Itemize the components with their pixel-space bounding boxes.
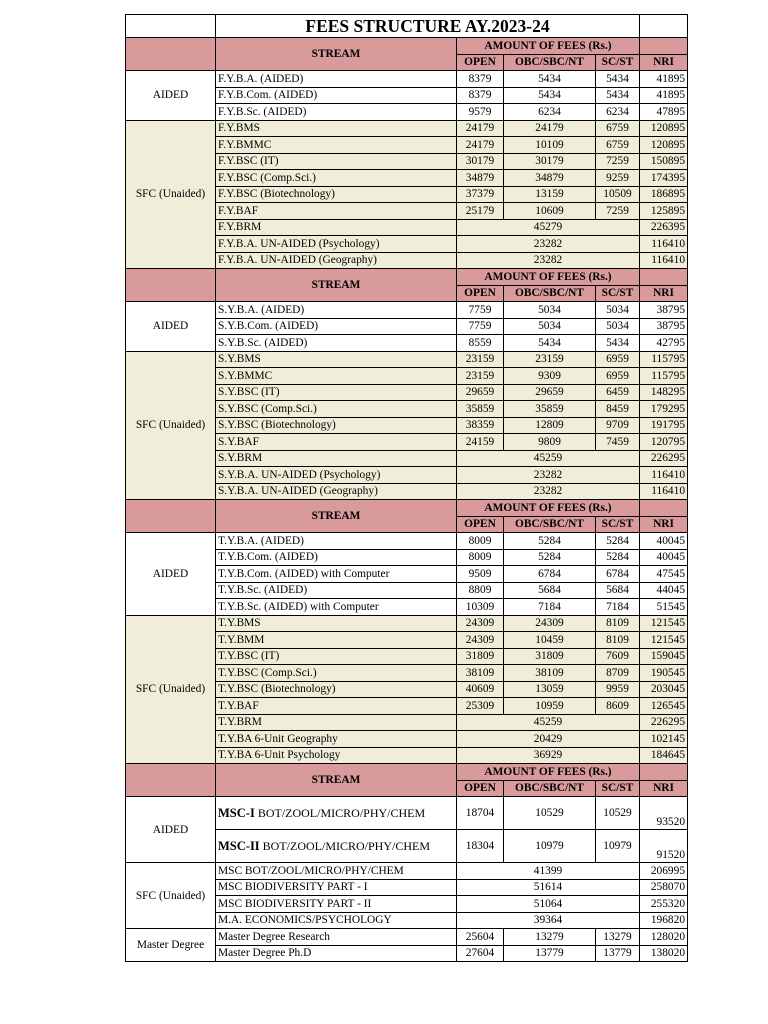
fee-nri: 206995 — [640, 863, 688, 880]
fee-nri: 179295 — [640, 401, 688, 418]
amount-header: AMOUNT OF FEES (Rs.) — [457, 38, 640, 55]
fee-open: 35859 — [457, 401, 504, 418]
fee-obc-sbc-nt: 6234 — [504, 104, 596, 121]
fee-sc-st: 6459 — [596, 384, 640, 401]
nri-header: NRI — [640, 516, 688, 533]
fee-open: 24309 — [457, 632, 504, 649]
fee-nri: 125895 — [640, 203, 688, 220]
obc-header: OBC/SBC/NT — [504, 516, 596, 533]
group-label: AIDED — [126, 302, 216, 352]
fee-sc-st: 6784 — [596, 566, 640, 583]
fee-open: 8009 — [457, 549, 504, 566]
nri-header-blank — [640, 500, 688, 517]
fee-nri: 203045 — [640, 681, 688, 698]
fee-open: 38359 — [457, 417, 504, 434]
course-name: F.Y.B.Sc. (AIDED) — [216, 104, 457, 121]
fee-obc-sbc-nt: 5034 — [504, 302, 596, 319]
course-name: T.Y.BSC (IT) — [216, 648, 457, 665]
course-name: T.Y.BRM — [216, 714, 457, 731]
fee-all-categories: 41399 — [457, 863, 640, 880]
fee-nri: 116410 — [640, 252, 688, 269]
fee-nri: 40045 — [640, 549, 688, 566]
fee-sc-st: 13279 — [596, 929, 640, 946]
course-name: S.Y.BSC (Biotechnology) — [216, 417, 457, 434]
course-name: MSC BIODIVERSITY PART - I — [216, 879, 457, 896]
header-blank-cell — [126, 269, 216, 302]
course-name — [216, 797, 457, 830]
fee-all-categories: 36929 — [457, 747, 640, 764]
course-name: T.Y.B.Com. (AIDED) with Computer — [216, 566, 457, 583]
course-name: F.Y.B.A. (AIDED) — [216, 71, 457, 88]
amount-header: AMOUNT OF FEES (Rs.) — [457, 764, 640, 781]
scst-header: SC/ST — [596, 780, 640, 797]
fee-obc-sbc-nt: 38109 — [504, 665, 596, 682]
fee-nri: 116410 — [640, 467, 688, 484]
fee-nri: 190545 — [640, 665, 688, 682]
group-label: SFC (Unaided) — [126, 351, 216, 500]
fee-all-categories: 39364 — [457, 912, 640, 929]
header-blank-cell — [126, 764, 216, 797]
fee-nri: 148295 — [640, 384, 688, 401]
course-name: S.Y.B.A. UN-AIDED (Geography) — [216, 483, 457, 500]
fee-open: 34879 — [457, 170, 504, 187]
title-row — [126, 15, 688, 38]
course-prefix: MSC-II — [218, 839, 260, 853]
fee-sc-st: 5034 — [596, 302, 640, 319]
fee-all-categories: 23282 — [457, 467, 640, 484]
fee-obc-sbc-nt: 5284 — [504, 549, 596, 566]
course-subjects: BOT/ZOOL/MICRO/PHY/CHEM — [254, 806, 426, 820]
fees-table-body — [126, 15, 688, 962]
fee-open: 40609 — [457, 681, 504, 698]
course-name: T.Y.B.Sc. (AIDED) with Computer — [216, 599, 457, 616]
fee-open: 24159 — [457, 434, 504, 451]
nri-header-blank — [640, 269, 688, 286]
fee-open: 8559 — [457, 335, 504, 352]
open-header: OPEN — [457, 54, 504, 71]
fee-nri: 41895 — [640, 87, 688, 104]
obc-header: OBC/SBC/NT — [504, 285, 596, 302]
fee-sc-st: 7459 — [596, 434, 640, 451]
fee-open: 31809 — [457, 648, 504, 665]
fee-open: 7759 — [457, 318, 504, 335]
course-name: F.Y.B.A. UN-AIDED (Geography) — [216, 252, 457, 269]
fee-all-categories: 23282 — [457, 236, 640, 253]
fee-obc-sbc-nt: 9809 — [504, 434, 596, 451]
fee-open: 8009 — [457, 533, 504, 550]
fee-nri: 255320 — [640, 896, 688, 913]
course-subjects: BOT/ZOOL/MICRO/PHY/CHEM — [259, 839, 431, 853]
group-label: SFC (Unaided) — [126, 120, 216, 269]
fee-obc-sbc-nt: 24309 — [504, 615, 596, 632]
fee-obc-sbc-nt: 34879 — [504, 170, 596, 187]
fee-nri: 102145 — [640, 731, 688, 748]
fee-all-categories: 51064 — [457, 896, 640, 913]
stream-header-row — [126, 269, 688, 286]
stream-header: STREAM — [216, 764, 457, 797]
course-prefix: MSC-I — [218, 806, 255, 820]
course-name: MSC BIODIVERSITY PART - II — [216, 896, 457, 913]
amount-header: AMOUNT OF FEES (Rs.) — [457, 500, 640, 517]
nri-header-blank — [640, 764, 688, 781]
table-row — [126, 533, 688, 550]
course-name: S.Y.B.Com. (AIDED) — [216, 318, 457, 335]
fee-open: 8379 — [457, 87, 504, 104]
fee-sc-st: 10509 — [596, 186, 640, 203]
fee-open: 25179 — [457, 203, 504, 220]
stream-header-row — [126, 38, 688, 55]
fee-sc-st: 8109 — [596, 632, 640, 649]
course-name: T.Y.BA 6-Unit Psychology — [216, 747, 457, 764]
fee-nri: 115795 — [640, 351, 688, 368]
course-name: F.Y.BSC (Comp.Sci.) — [216, 170, 457, 187]
fee-obc-sbc-nt: 10959 — [504, 698, 596, 715]
obc-header: OBC/SBC/NT — [504, 780, 596, 797]
fee-obc-sbc-nt: 5434 — [504, 335, 596, 352]
fee-obc-sbc-nt: 10609 — [504, 203, 596, 220]
course-name: T.Y.BMS — [216, 615, 457, 632]
fee-sc-st: 5684 — [596, 582, 640, 599]
stream-header: STREAM — [216, 500, 457, 533]
fee-nri: 120895 — [640, 137, 688, 154]
fee-obc-sbc-nt: 13159 — [504, 186, 596, 203]
nri-header: NRI — [640, 285, 688, 302]
course-name: S.Y.B.A. (AIDED) — [216, 302, 457, 319]
fee-nri: 47895 — [640, 104, 688, 121]
fee-all-categories: 45279 — [457, 219, 640, 236]
course-name: Master Degree Ph.D — [216, 945, 457, 962]
fee-nri: 196820 — [640, 912, 688, 929]
fee-open: 24179 — [457, 120, 504, 137]
nri-header: NRI — [640, 54, 688, 71]
table-row — [126, 71, 688, 88]
fee-obc-sbc-nt: 13279 — [504, 929, 596, 946]
fee-obc-sbc-nt: 10459 — [504, 632, 596, 649]
stream-header-row — [126, 764, 688, 781]
course-name: Master Degree Research — [216, 929, 457, 946]
group-label: SFC (Unaided) — [126, 863, 216, 929]
fee-sc-st: 5434 — [596, 335, 640, 352]
fee-open: 8809 — [457, 582, 504, 599]
fee-sc-st: 5284 — [596, 533, 640, 550]
fee-nri: 186895 — [640, 186, 688, 203]
stream-header-row — [126, 500, 688, 517]
table-row — [126, 929, 688, 946]
scst-header: SC/ST — [596, 516, 640, 533]
fee-nri: 128020 — [640, 929, 688, 946]
group-label: AIDED — [126, 533, 216, 616]
fee-nri: 120895 — [640, 120, 688, 137]
fee-sc-st: 5034 — [596, 318, 640, 335]
fee-open: 24309 — [457, 615, 504, 632]
fee-all-categories: 45259 — [457, 714, 640, 731]
fee-nri: 38795 — [640, 302, 688, 319]
fee-sc-st: 8109 — [596, 615, 640, 632]
course-name: F.Y.B.Com. (AIDED) — [216, 87, 457, 104]
fee-nri: 258070 — [640, 879, 688, 896]
header-blank-cell — [126, 38, 216, 71]
open-header: OPEN — [457, 516, 504, 533]
course-name: S.Y.BAF — [216, 434, 457, 451]
table-row — [126, 863, 688, 880]
fee-nri: 91520 — [640, 830, 688, 863]
fee-open: 7759 — [457, 302, 504, 319]
fee-open: 9509 — [457, 566, 504, 583]
fee-obc-sbc-nt: 5034 — [504, 318, 596, 335]
fee-sc-st: 10979 — [596, 830, 640, 863]
course-name: T.Y.BMM — [216, 632, 457, 649]
fee-nri: 41895 — [640, 71, 688, 88]
fee-sc-st: 6959 — [596, 351, 640, 368]
fee-sc-st: 8709 — [596, 665, 640, 682]
fee-obc-sbc-nt: 30179 — [504, 153, 596, 170]
fee-open: 23159 — [457, 351, 504, 368]
course-name: S.Y.BMS — [216, 351, 457, 368]
course-name: MSC BOT/ZOOL/MICRO/PHY/CHEM — [216, 863, 457, 880]
fee-sc-st: 7259 — [596, 203, 640, 220]
nri-header: NRI — [640, 780, 688, 797]
table-row — [126, 120, 688, 137]
fee-obc-sbc-nt: 5434 — [504, 87, 596, 104]
fee-sc-st: 10529 — [596, 797, 640, 830]
course-name: S.Y.BRM — [216, 450, 457, 467]
fee-nri: 191795 — [640, 417, 688, 434]
course-name: T.Y.BSC (Comp.Sci.) — [216, 665, 457, 682]
fee-nri: 42795 — [640, 335, 688, 352]
group-label: Master Degree — [126, 929, 216, 962]
course-name: S.Y.BSC (Comp.Sci.) — [216, 401, 457, 418]
fee-open: 37379 — [457, 186, 504, 203]
fee-obc-sbc-nt: 10979 — [504, 830, 596, 863]
fee-obc-sbc-nt: 24179 — [504, 120, 596, 137]
fee-sc-st: 8459 — [596, 401, 640, 418]
fee-sc-st: 6959 — [596, 368, 640, 385]
fee-nri: 40045 — [640, 533, 688, 550]
title-blank-cell — [126, 15, 216, 38]
course-name: T.Y.B.A. (AIDED) — [216, 533, 457, 550]
course-name — [216, 830, 457, 863]
fee-open: 18704 — [457, 797, 504, 830]
nri-header-blank — [640, 38, 688, 55]
header-blank-cell — [126, 500, 216, 533]
fee-nri: 115795 — [640, 368, 688, 385]
fee-sc-st: 7259 — [596, 153, 640, 170]
course-name: F.Y.BMMC — [216, 137, 457, 154]
fee-sc-st: 5434 — [596, 87, 640, 104]
course-name: T.Y.BA 6-Unit Geography — [216, 731, 457, 748]
fee-sc-st: 7184 — [596, 599, 640, 616]
fee-obc-sbc-nt: 31809 — [504, 648, 596, 665]
fee-nri: 159045 — [640, 648, 688, 665]
course-name: S.Y.BSC (IT) — [216, 384, 457, 401]
course-name: F.Y.BSC (Biotechnology) — [216, 186, 457, 203]
group-label: SFC (Unaided) — [126, 615, 216, 764]
fee-all-categories: 45259 — [457, 450, 640, 467]
table-row — [126, 302, 688, 319]
fees-structure-table — [125, 14, 688, 962]
fee-nri: 121545 — [640, 615, 688, 632]
fee-sc-st: 9959 — [596, 681, 640, 698]
course-name: M.A. ECONOMICS/PSYCHOLOGY — [216, 912, 457, 929]
open-header: OPEN — [457, 780, 504, 797]
fee-nri: 150895 — [640, 153, 688, 170]
fee-open: 24179 — [457, 137, 504, 154]
fee-open: 25309 — [457, 698, 504, 715]
fee-sc-st: 7609 — [596, 648, 640, 665]
fee-nri: 116410 — [640, 483, 688, 500]
stream-header: STREAM — [216, 38, 457, 71]
fee-sc-st: 5284 — [596, 549, 640, 566]
stream-header: STREAM — [216, 269, 457, 302]
fee-sc-st: 9709 — [596, 417, 640, 434]
course-name: F.Y.BSC (IT) — [216, 153, 457, 170]
fee-obc-sbc-nt: 29659 — [504, 384, 596, 401]
title-blank-cell — [640, 15, 688, 38]
fee-all-categories: 20429 — [457, 731, 640, 748]
fee-open: 18304 — [457, 830, 504, 863]
course-name: S.Y.B.A. UN-AIDED (Psychology) — [216, 467, 457, 484]
course-name: T.Y.B.Sc. (AIDED) — [216, 582, 457, 599]
fee-open: 10309 — [457, 599, 504, 616]
open-header: OPEN — [457, 285, 504, 302]
fee-nri: 121545 — [640, 632, 688, 649]
table-row — [126, 615, 688, 632]
fee-all-categories: 23282 — [457, 483, 640, 500]
fee-open: 29659 — [457, 384, 504, 401]
fee-obc-sbc-nt: 13059 — [504, 681, 596, 698]
fee-open: 23159 — [457, 368, 504, 385]
fee-open: 25604 — [457, 929, 504, 946]
fee-obc-sbc-nt: 5434 — [504, 71, 596, 88]
fee-nri: 126545 — [640, 698, 688, 715]
fee-open: 38109 — [457, 665, 504, 682]
fee-obc-sbc-nt: 5684 — [504, 582, 596, 599]
course-name: F.Y.BAF — [216, 203, 457, 220]
fee-nri: 51545 — [640, 599, 688, 616]
fee-open: 30179 — [457, 153, 504, 170]
table-row — [126, 351, 688, 368]
fee-obc-sbc-nt: 9309 — [504, 368, 596, 385]
amount-header: AMOUNT OF FEES (Rs.) — [457, 269, 640, 286]
fee-open: 27604 — [457, 945, 504, 962]
fee-obc-sbc-nt: 35859 — [504, 401, 596, 418]
fee-obc-sbc-nt: 10109 — [504, 137, 596, 154]
fee-nri: 226295 — [640, 714, 688, 731]
obc-header: OBC/SBC/NT — [504, 54, 596, 71]
page-title: FEES STRUCTURE AY.2023-24 — [216, 15, 640, 38]
fee-all-categories: 23282 — [457, 252, 640, 269]
fee-nri: 38795 — [640, 318, 688, 335]
course-name: F.Y.B.A. UN-AIDED (Psychology) — [216, 236, 457, 253]
course-name: T.Y.BSC (Biotechnology) — [216, 681, 457, 698]
fee-obc-sbc-nt: 7184 — [504, 599, 596, 616]
table-row — [126, 797, 688, 830]
fee-sc-st: 6759 — [596, 120, 640, 137]
fee-open: 9579 — [457, 104, 504, 121]
fee-nri: 184645 — [640, 747, 688, 764]
fee-obc-sbc-nt: 23159 — [504, 351, 596, 368]
scst-header: SC/ST — [596, 285, 640, 302]
fee-nri: 174395 — [640, 170, 688, 187]
fee-nri: 93520 — [640, 797, 688, 830]
fee-obc-sbc-nt: 12809 — [504, 417, 596, 434]
scst-header: SC/ST — [596, 54, 640, 71]
fee-nri: 116410 — [640, 236, 688, 253]
fee-sc-st: 6234 — [596, 104, 640, 121]
group-label: AIDED — [126, 797, 216, 863]
course-name: S.Y.B.Sc. (AIDED) — [216, 335, 457, 352]
course-name: F.Y.BRM — [216, 219, 457, 236]
fee-obc-sbc-nt: 6784 — [504, 566, 596, 583]
fee-all-categories: 51614 — [457, 879, 640, 896]
course-name: S.Y.BMMC — [216, 368, 457, 385]
fee-nri: 120795 — [640, 434, 688, 451]
fee-nri: 226395 — [640, 219, 688, 236]
fee-sc-st: 9259 — [596, 170, 640, 187]
fee-nri: 44045 — [640, 582, 688, 599]
group-label: AIDED — [126, 71, 216, 121]
fee-nri: 47545 — [640, 566, 688, 583]
fee-sc-st: 13779 — [596, 945, 640, 962]
fee-sc-st: 6759 — [596, 137, 640, 154]
course-name: T.Y.BAF — [216, 698, 457, 715]
course-name: F.Y.BMS — [216, 120, 457, 137]
fee-nri: 226295 — [640, 450, 688, 467]
fee-nri: 138020 — [640, 945, 688, 962]
fee-sc-st: 5434 — [596, 71, 640, 88]
fee-sc-st: 8609 — [596, 698, 640, 715]
course-name: T.Y.B.Com. (AIDED) — [216, 549, 457, 566]
fee-obc-sbc-nt: 13779 — [504, 945, 596, 962]
fee-open: 8379 — [457, 71, 504, 88]
fee-obc-sbc-nt: 5284 — [504, 533, 596, 550]
fee-obc-sbc-nt: 10529 — [504, 797, 596, 830]
